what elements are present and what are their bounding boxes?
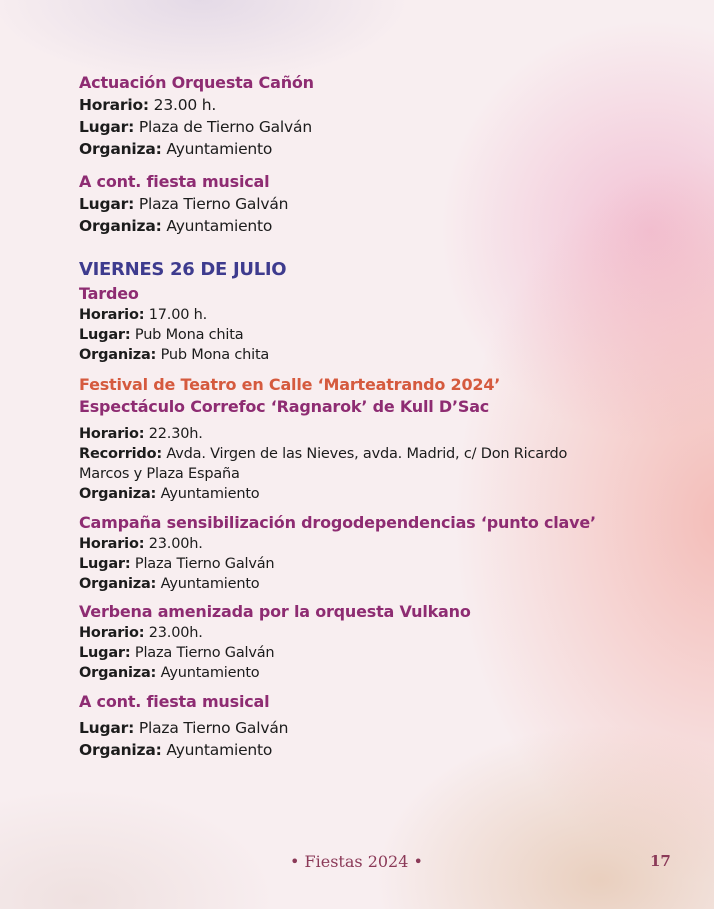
event-detail [79,424,659,444]
detail-value: Plaza Tierno Galván [134,645,275,661]
event-detail [79,305,659,325]
detail-label: Recorrido: [79,446,162,462]
day-heading: VIERNES 26 DE JULIO [79,259,287,280]
event-detail [79,116,659,138]
detail-value: Plaza de Tierno Galván [138,118,312,136]
event-detail [79,138,659,160]
detail-label: Lugar: [79,118,135,136]
detail-label: Lugar: [79,195,135,213]
festival-title: Festival de Teatro en Calle ‘Marteatrando 2024’ [79,375,501,394]
event-block [79,691,659,761]
event-block [79,374,659,504]
event-detail [79,554,659,574]
detail-label: Organiza: [79,140,162,158]
detail-value: Plaza Tierno Galván [138,195,289,213]
program-content [79,72,659,772]
detail-label: Lugar: [79,556,131,572]
event-block [79,171,659,237]
detail-label: Organiza: [79,741,162,759]
event-title: Campaña sensibilización drogodependencias ‘punto clave’ [79,513,596,532]
event-detail [79,325,659,345]
detail-label: Organiza: [79,217,162,235]
detail-value: Pub Mona chita [134,327,244,343]
detail-value: Pub Mona chita [160,347,270,363]
event-detail [79,193,659,215]
detail-value: Avda. Virgen de las Nieves, avda. Madrid, c/ Don Ricardo Marcos y Plaza España [79,446,568,482]
event-title: A cont. fiesta musical [79,172,270,191]
detail-label: Organiza: [79,576,157,592]
event-title: A cont. fiesta musical [79,692,270,711]
detail-label: Lugar: [79,719,135,737]
detail-value: 23.00h. [148,536,203,552]
detail-value: 23.00 h. [153,96,217,114]
detail-label: Horario: [79,536,145,552]
event-detail [79,574,659,594]
event-detail [79,94,659,116]
detail-value: Ayuntamiento [160,576,260,592]
event-detail [79,717,659,739]
event-detail [79,623,659,643]
event-detail [79,643,659,663]
detail-value: 23.00h. [148,625,203,641]
detail-value: Ayuntamiento [160,486,260,502]
detail-value: Ayuntamiento [160,665,260,681]
event-detail [79,484,659,504]
detail-value: Plaza Tierno Galván [134,556,275,572]
detail-label: Horario: [79,307,145,323]
event-block [79,283,659,365]
event-block [79,72,659,160]
detail-label: Horario: [79,625,145,641]
event-title: Tardeo [79,284,139,303]
event-detail [79,444,619,484]
event-title: Actuación Orquesta Cañón [79,73,314,92]
detail-label: Horario: [79,426,145,442]
detail-label: Lugar: [79,327,131,343]
detail-value: Ayuntamiento [166,217,273,235]
event-detail [79,739,659,761]
event-detail [79,663,659,683]
detail-label: Organiza: [79,665,157,681]
event-title: Verbena amenizada por la orquesta Vulkano [79,602,471,621]
detail-value: Ayuntamiento [166,140,273,158]
detail-value: 17.00 h. [148,307,208,323]
detail-label: Organiza: [79,347,157,363]
event-block [79,601,659,683]
detail-label: Lugar: [79,645,131,661]
detail-label: Horario: [79,96,149,114]
detail-value: Ayuntamiento [166,741,273,759]
page-number: 17 [650,852,671,870]
event-detail [79,215,659,237]
detail-value: 22.30h. [148,426,203,442]
detail-label: Organiza: [79,486,157,502]
event-detail [79,345,659,365]
detail-value: Plaza Tierno Galván [138,719,289,737]
event-detail [79,534,659,554]
event-title: Espectáculo Correfoc ‘Ragnarok’ de Kull D’Sac [79,397,490,416]
event-block [79,512,659,594]
footer-title: • Fiestas 2024 • [290,852,423,871]
